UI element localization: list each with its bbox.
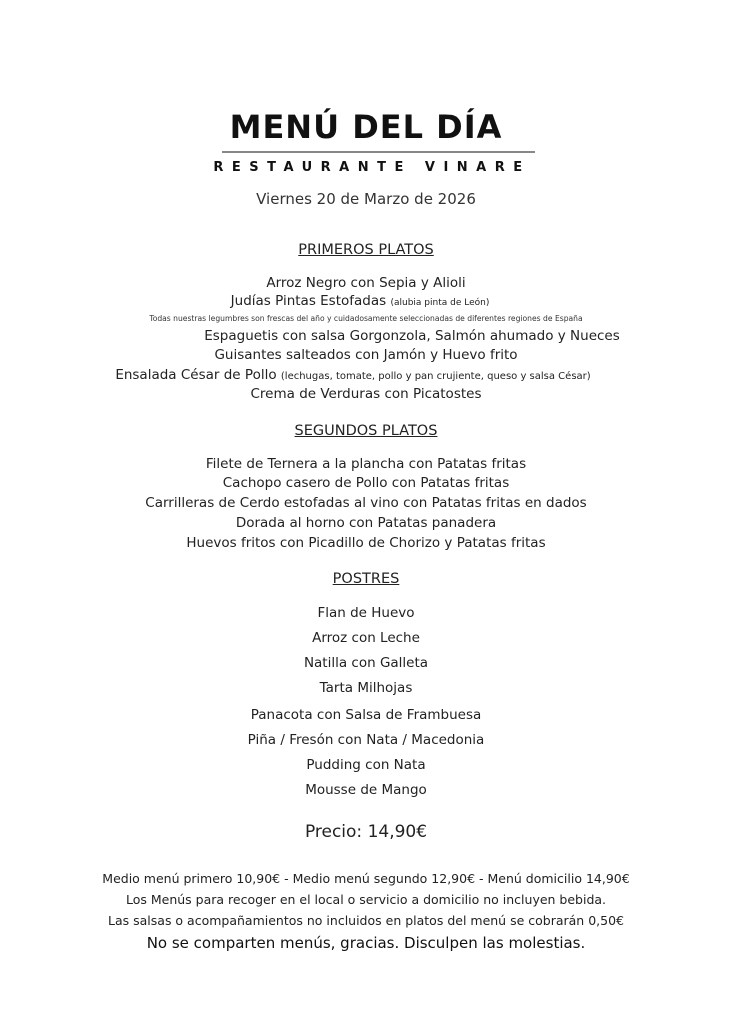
footer-line: Los Menús para recoger en el local o servicio a domicilio no incluyen bebida. — [125, 892, 607, 907]
segundos-heading: SEGUNDOS PLATOS — [294, 423, 438, 439]
dessert-item: Flan de Huevo — [317, 605, 415, 621]
dish-item: Arroz Negro con Sepia y Alioli — [266, 275, 466, 291]
menu-title: MENÚ DEL DÍA — [229, 108, 503, 146]
dish-name: Ensalada César de Pollo — [115, 367, 277, 383]
dish-item: Carrilleras de Cerdo estofadas al vino con Patatas fritas en dados — [145, 495, 587, 511]
footer-line: No se comparten menús, gracias. Disculpen las molestias. — [146, 934, 586, 952]
dish-item: Guisantes salteados con Jamón y Huevo frito — [214, 347, 518, 363]
dish-detail: (alubia pinta de León) — [390, 298, 490, 308]
dish-item: Espaguetis con salsa Gorgonzola, Salmón ahumado y Nueces — [204, 328, 620, 344]
title-divider — [222, 151, 535, 153]
dessert-item: Panacota con Salsa de Frambuesa — [250, 707, 482, 723]
dish-item — [0, 367, 719, 383]
primeros-heading: PRIMEROS PLATOS — [298, 242, 434, 258]
dish-item: Huevos fritos con Picadillo de Chorizo y Patatas fritas — [186, 535, 546, 551]
dish-item: Dorada al horno con Patatas panadera — [235, 515, 497, 531]
legumes-note: Todas nuestras legumbres son frescas del año y cuidadosamente seleccionadas de diferentes regiones de España — [149, 314, 583, 323]
postres-heading: POSTRES — [332, 571, 400, 587]
dish-item — [0, 293, 726, 309]
dessert-item: Tarta Milhojas — [319, 680, 413, 696]
menu-date: Viernes 20 de Marzo de 2026 — [256, 190, 476, 208]
restaurant-name: RESTAURANTE VINARE — [213, 160, 531, 175]
dish-detail: (lechugas, tomate, pollo y pan crujiente, queso y salsa César) — [280, 371, 591, 382]
dish-name: Judías Pintas Estofadas — [230, 293, 387, 309]
menu-price: Precio: 14,90€ — [304, 822, 428, 842]
dish-item: Filete de Ternera a la plancha con Patatas fritas — [205, 456, 527, 472]
dish-item: Crema de Verduras con Picatostes — [250, 386, 482, 402]
dessert-item: Arroz con Leche — [312, 630, 420, 646]
dish-item: Cachopo casero de Pollo con Patatas fritas — [222, 475, 510, 491]
dessert-item: Pudding con Nata — [306, 757, 426, 773]
dessert-item: Piña / Fresón con Nata / Macedonia — [247, 732, 485, 748]
footer-line: Medio menú primero 10,90€ - Medio menú segundo 12,90€ - Menú domicilio 14,90€ — [102, 871, 630, 886]
dessert-item: Natilla con Galleta — [303, 655, 429, 671]
dessert-item: Mousse de Mango — [305, 782, 427, 798]
footer-line: Las salsas o acompañamientos no incluidos en platos del menú se cobrarán 0,50€ — [108, 913, 624, 928]
